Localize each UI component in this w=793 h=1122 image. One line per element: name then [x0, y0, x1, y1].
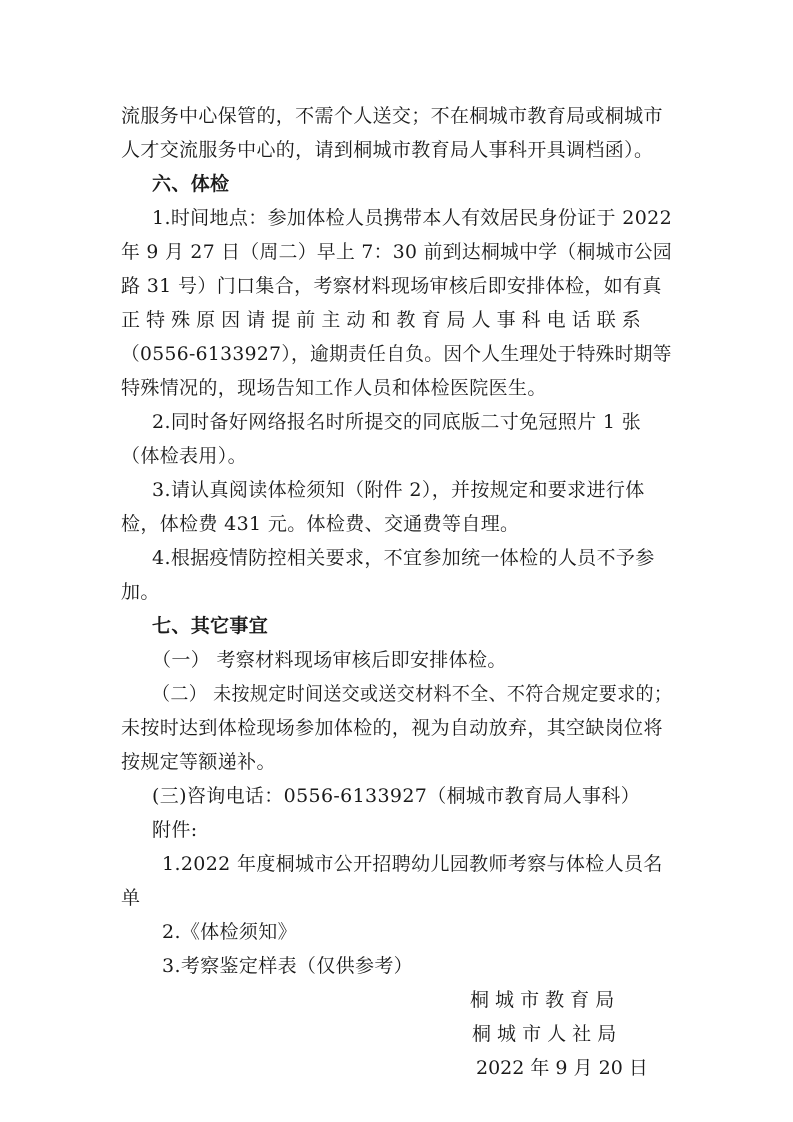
signature-org-education-bureau: 桐 城 市 教 育 局 [470, 989, 615, 1011]
paragraph-line: 4.根据疫情防控相关要求，不宜参加统一体检的人员不予参 [152, 547, 655, 569]
paragraph-line: 未按时达到体检现场参加体检的，视为自动放弃，其空缺岗位将 [121, 717, 663, 739]
paragraph-line: （0556-6133927），逾期责任自负。因个人生理处于特殊时期等 [121, 343, 672, 365]
paragraph-line: 3.请认真阅读体检须知（附件 2），并按规定和要求进行体 [152, 479, 645, 501]
paragraph-line: 1.时间地点：参加体检人员携带本人有效居民身份证于 2022 [152, 207, 673, 229]
paragraph-line: 2.同时备好网络报名时所提交的同底版二寸免冠照片 1 张 [152, 411, 642, 433]
signature-date: 2022 年 9 月 20 日 [476, 1057, 648, 1079]
attachment-item: 1.2022 年度桐城市公开招聘幼儿园教师考察与体检人员名 [162, 853, 663, 875]
paragraph-line: 流服务中心保管的，不需个人送交；不在桐城市教育局或桐城市 [121, 105, 663, 127]
attachments-label: 附件: [152, 819, 198, 841]
attachment-item: 3.考察鉴定样表（仅供参考） [162, 955, 414, 977]
section-heading-other-matters: 七、其它事宜 [152, 615, 269, 637]
paragraph-line: 按规定等额递补。 [121, 751, 276, 773]
paragraph-line: 路 31 号）门口集合，考察材料现场审核后即安排体检，如有真 [121, 275, 662, 297]
section-heading-physical-exam: 六、体检 [152, 173, 230, 195]
paragraph-line: （一） 考察材料现场审核后即安排体检。 [152, 649, 507, 671]
paragraph-line: 特殊情况的，现场告知工作人员和体检医院医生。 [121, 377, 547, 399]
attachment-item: 2.《体检须知》 [162, 921, 297, 943]
paragraph-line: （体检表用）。 [121, 445, 247, 467]
paragraph-line: 加。 [121, 581, 160, 603]
attachment-item-continuation: 单 [121, 887, 141, 909]
signature-org-hr-bureau: 桐 城 市 人 社 局 [472, 1023, 617, 1045]
paragraph-line: 年 9 月 27 日（周二）早上 7：30 前到达桐城中学（桐城市公园 [121, 241, 673, 263]
paragraph-line: 人才交流服务中心的，请到桐城市教育局人事科开具调档函）。 [121, 139, 654, 161]
paragraph-line: 正 特 殊 原 因 请 提 前 主 动 和 教 育 局 人 事 科 电 话 联 系 [121, 309, 641, 331]
paragraph-line: 检，体检费 431 元。体检费、交通费等自理。 [121, 513, 520, 535]
paragraph-line: （二） 未按规定时间送交或送交材料不全、不符合规定要求的； [152, 683, 673, 705]
contact-phone-line: (三)咨询电话：0556-6133927（桐城市教育局人事科） [152, 785, 641, 807]
